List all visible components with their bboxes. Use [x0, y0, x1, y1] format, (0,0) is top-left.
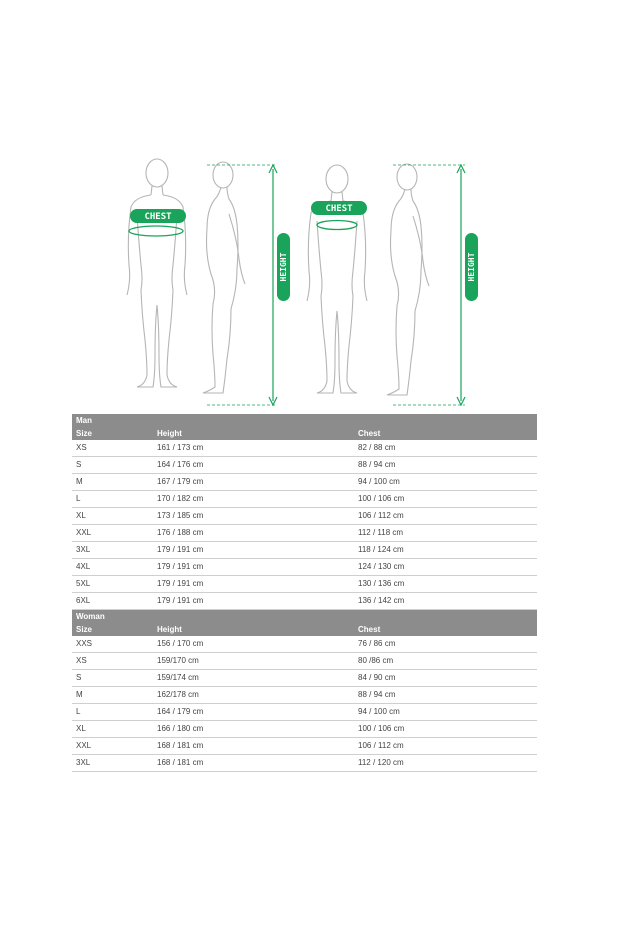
- table-row: [72, 687, 537, 704]
- height-cell: 168 / 181 cm: [153, 755, 354, 772]
- size-cell: M: [72, 687, 153, 704]
- man-col-chest: Chest: [354, 428, 537, 440]
- height-cell: 173 / 185 cm: [153, 508, 354, 525]
- size-cell: 5XL: [72, 576, 153, 593]
- table-row: [72, 653, 537, 670]
- size-cell: 3XL: [72, 542, 153, 559]
- chest-cell: 76 / 86 cm: [354, 636, 537, 653]
- size-cell: L: [72, 704, 153, 721]
- chest-cell: 100 / 106 cm: [354, 491, 537, 508]
- male-chest-indicator: [129, 209, 186, 236]
- table-row: [72, 457, 537, 474]
- female-front-figure: [307, 165, 367, 393]
- chest-cell: 106 / 112 cm: [354, 738, 537, 755]
- man-col-size: Size: [72, 428, 153, 440]
- woman-size-table: [72, 610, 537, 772]
- male-chest-label: CHEST: [144, 212, 172, 222]
- height-cell: 168 / 181 cm: [153, 738, 354, 755]
- size-cell: S: [72, 457, 153, 474]
- male-front-figure: [127, 159, 187, 387]
- size-cell: S: [72, 670, 153, 687]
- chest-cell: 88 / 94 cm: [354, 687, 537, 704]
- chest-cell: 106 / 112 cm: [354, 508, 537, 525]
- woman-table-body: [72, 636, 537, 772]
- size-cell: XXL: [72, 525, 153, 542]
- chest-cell: 136 / 142 cm: [354, 593, 537, 610]
- chest-cell: 84 / 90 cm: [354, 670, 537, 687]
- height-cell: 179 / 191 cm: [153, 593, 354, 610]
- height-cell: 176 / 188 cm: [153, 525, 354, 542]
- size-cell: XL: [72, 721, 153, 738]
- chest-cell: 124 / 130 cm: [354, 559, 537, 576]
- female-side-figure: [387, 164, 429, 395]
- woman-group-title: Woman: [72, 610, 537, 624]
- man-group-title: Man: [72, 414, 537, 428]
- male-height-indicator: [207, 165, 290, 405]
- table-row: [72, 721, 537, 738]
- chest-cell: 82 / 88 cm: [354, 440, 537, 457]
- table-row: [72, 559, 537, 576]
- height-cell: 179 / 191 cm: [153, 576, 354, 593]
- size-tables: [72, 414, 537, 772]
- woman-col-size: Size: [72, 624, 153, 636]
- table-row: [72, 474, 537, 491]
- height-cell: 179 / 191 cm: [153, 559, 354, 576]
- height-cell: 164 / 176 cm: [153, 457, 354, 474]
- height-cell: 167 / 179 cm: [153, 474, 354, 491]
- chest-cell: 80 /86 cm: [354, 653, 537, 670]
- table-row: [72, 636, 537, 653]
- height-cell: 162/178 cm: [153, 687, 354, 704]
- size-cell: XS: [72, 653, 153, 670]
- table-row: [72, 738, 537, 755]
- table-row: [72, 542, 537, 559]
- size-cell: XL: [72, 508, 153, 525]
- female-height-label: HEIGHT: [467, 252, 476, 282]
- height-cell: 166 / 180 cm: [153, 721, 354, 738]
- height-cell: 164 / 179 cm: [153, 704, 354, 721]
- woman-col-height: Height: [153, 624, 354, 636]
- height-cell: 161 / 173 cm: [153, 440, 354, 457]
- height-cell: 159/170 cm: [153, 653, 354, 670]
- size-cell: L: [72, 491, 153, 508]
- chest-cell: 100 / 106 cm: [354, 721, 537, 738]
- chest-cell: 88 / 94 cm: [354, 457, 537, 474]
- female-chest-indicator: [311, 201, 367, 230]
- chest-cell: 130 / 136 cm: [354, 576, 537, 593]
- table-row: [72, 704, 537, 721]
- size-cell: M: [72, 474, 153, 491]
- chest-cell: 94 / 100 cm: [354, 704, 537, 721]
- man-col-height: Height: [153, 428, 354, 440]
- female-chest-label: CHEST: [325, 204, 353, 214]
- table-row: [72, 491, 537, 508]
- table-row: [72, 576, 537, 593]
- woman-col-chest: Chest: [354, 624, 537, 636]
- height-cell: 156 / 170 cm: [153, 636, 354, 653]
- height-cell: 179 / 191 cm: [153, 542, 354, 559]
- table-row: [72, 755, 537, 772]
- table-row: [72, 508, 537, 525]
- table-row: [72, 670, 537, 687]
- female-height-indicator: [393, 165, 478, 405]
- table-row: [72, 525, 537, 542]
- chest-cell: 118 / 124 cm: [354, 542, 537, 559]
- height-cell: 159/174 cm: [153, 670, 354, 687]
- man-table-body: [72, 440, 537, 610]
- size-cell: XS: [72, 440, 153, 457]
- chest-cell: 112 / 120 cm: [354, 755, 537, 772]
- size-cell: 4XL: [72, 559, 153, 576]
- male-side-figure: [203, 162, 245, 393]
- height-cell: 170 / 182 cm: [153, 491, 354, 508]
- table-row: [72, 593, 537, 610]
- male-height-label: HEIGHT: [279, 252, 288, 282]
- size-cell: 6XL: [72, 593, 153, 610]
- man-size-table: [72, 414, 537, 610]
- table-row: [72, 440, 537, 457]
- chest-cell: 112 / 118 cm: [354, 525, 537, 542]
- chest-cell: 94 / 100 cm: [354, 474, 537, 491]
- size-cell: XXS: [72, 636, 153, 653]
- size-guide-figure: [125, 155, 520, 410]
- size-cell: XXL: [72, 738, 153, 755]
- size-cell: 3XL: [72, 755, 153, 772]
